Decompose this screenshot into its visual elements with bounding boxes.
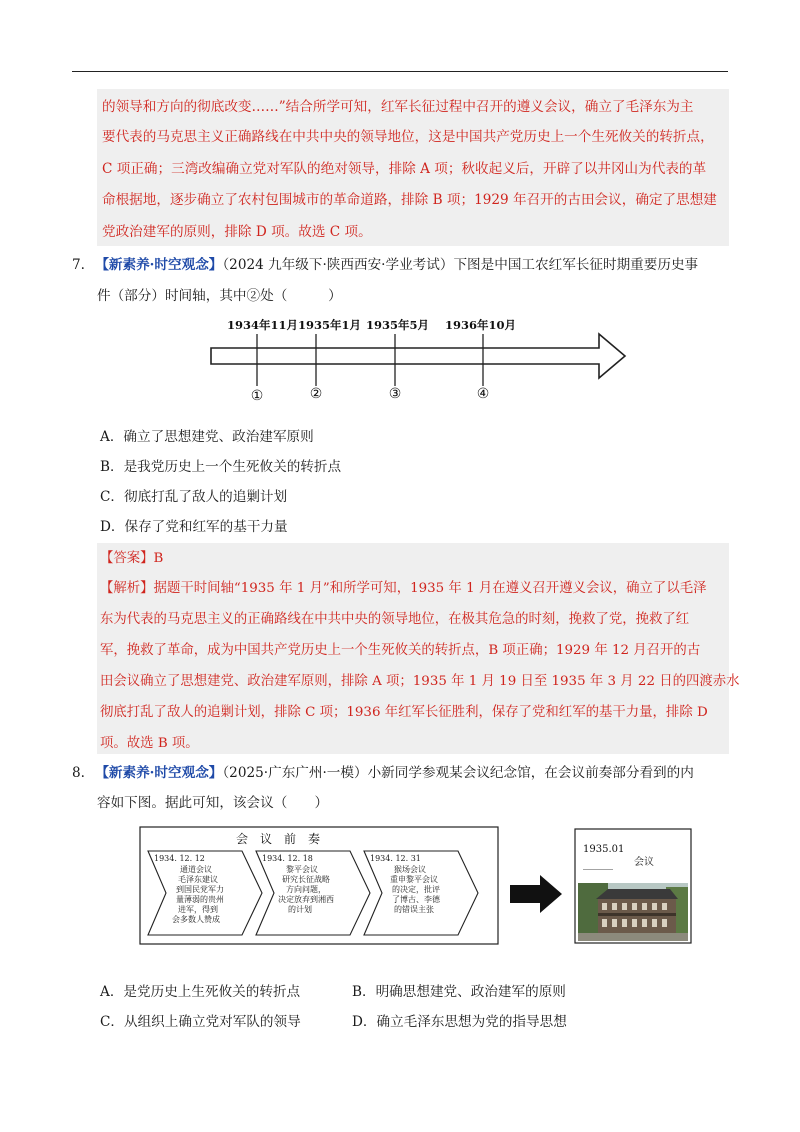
q7-analysis-line: 田会议确立了思想建党、政治建军原则，排除 A 项；1935 年 1 月 19 日至 1935 年 3 月 22 日的四渡赤水 bbox=[100, 674, 740, 689]
chevron-text: 研究长征战略 bbox=[282, 875, 330, 884]
q7-option-d[interactable]: D．保存了党和红军的基干力量 bbox=[100, 519, 288, 535]
prelude-banner: 会 议 前 奏 bbox=[236, 832, 321, 846]
chevron-text: 猴场会议 bbox=[394, 865, 426, 874]
chevron-text: 会多数人赞成 bbox=[172, 915, 220, 924]
prev-explanation-line: 要代表的马克思主义正确路线在中共中央的领导地位，这是中国共产党历史上一个生死攸关的转折点， bbox=[102, 129, 714, 145]
q8-option-c[interactable]: C．从组织上确立党对军队的领导 bbox=[100, 1014, 301, 1030]
chevron-date: 1934. 12. 18 bbox=[262, 854, 313, 863]
chevron-text: 到国民党军力 bbox=[176, 885, 224, 894]
chevron-text: 重申黎平会议 bbox=[390, 875, 438, 884]
q7-stem bbox=[72, 259, 698, 273]
q7-analysis-line: 东为代表的马克思主义的正确路线在中共中央的领导地位，在极其危急的时刻，挽救了党，挽救了红 bbox=[100, 612, 690, 627]
q8-stem bbox=[72, 767, 694, 781]
q7-stem-text: （2024 九年级下·陕西西安·学业考试）下图是中国工农红军长征时期重要历史事 bbox=[222, 257, 699, 273]
q8-option-a[interactable]: A．是党历史上生死攸关的转折点 bbox=[100, 984, 301, 1000]
arrow-right-icon bbox=[510, 875, 562, 913]
prev-explanation-line: 的领导和方向的彻底改变……”结合所学可知，红军长征过程中召开的遵义会议，确立了毛泽东为主 bbox=[102, 99, 694, 115]
chevron-text: 毛泽东建议 bbox=[178, 875, 218, 884]
q7-analysis-line: 【解析】据题干时间轴“1935 年 1 月”和所学可知，1935 年 1 月在遵义召开遵义会议，确立了以毛泽 bbox=[100, 581, 707, 596]
chevron-text: 方向问题， bbox=[286, 885, 326, 894]
card-date: 1935.01 bbox=[583, 844, 625, 855]
chevron-date: 1934. 12. 12 bbox=[154, 854, 205, 863]
q8-stem-line2: 容如下图。据此可知，该会议（ ） bbox=[97, 795, 329, 811]
timeline-marker: ② bbox=[309, 386, 323, 402]
chevron-text: 黎平会议 bbox=[286, 865, 318, 874]
q7-option-a[interactable]: A．确立了思想建党、政治建军原则 bbox=[100, 429, 314, 445]
q8-stem-text: （2025·广东广州·一模）小新同学参观某会议纪念馆，在会议前奏部分看到的内 bbox=[222, 765, 694, 781]
q7-answer: 【答案】B bbox=[100, 551, 164, 566]
chevron-text: 的计划 bbox=[288, 905, 312, 914]
timeline-date: 1935年5月 bbox=[366, 318, 430, 332]
chevron-text: 进军，得到 bbox=[178, 905, 218, 914]
timeline-date: 1935年1月 bbox=[298, 318, 362, 332]
chevron-text: 了博古、李德 bbox=[392, 895, 440, 904]
chevron-text: 量薄弱的贵州 bbox=[176, 895, 224, 904]
chevron-text: 决定放弃到湘西 bbox=[278, 895, 334, 904]
chevron-text: 的决定，批评 bbox=[392, 885, 440, 894]
timeline-arrow bbox=[211, 334, 625, 378]
prev-explanation-line: 党政治建军的原则，排除 D 项。故选 C 项。 bbox=[102, 224, 372, 240]
prev-explanation-line: 命根据地，逐步确立了农村包围城市的革命道路，排除 B 项；1929 年召开的古田会议，确定了思想建 bbox=[102, 192, 717, 208]
q8-tag: 【新素养·时空观念】 bbox=[95, 765, 223, 781]
q7-analysis-line: 彻底打乱了敌人的追剿计划，排除 C 项；1936 年红军长征胜利，保存了党和红军的基干力量，排除 D bbox=[100, 705, 708, 720]
timeline-marker: ④ bbox=[476, 386, 490, 402]
q7-option-b[interactable]: B．是我党历史上一个生死攸关的转折点 bbox=[100, 459, 342, 475]
q7-stem-line2: 件（部分）时间轴，其中②处（ ） bbox=[97, 288, 342, 304]
card-blank: ______ bbox=[583, 859, 613, 870]
q8-figure bbox=[138, 825, 698, 950]
meeting-building-image bbox=[578, 883, 688, 941]
chevron-text: 通道会议 bbox=[180, 865, 212, 874]
q8-option-d[interactable]: D．确立毛泽东思想为党的指导思想 bbox=[352, 1014, 567, 1030]
prev-explanation-line: C 项正确；三湾改编确立党对军队的绝对领导，排除 A 项；秋收起义后，开辟了以井冈山为代表的革 bbox=[102, 161, 707, 177]
q8-number: 8. bbox=[72, 765, 85, 781]
timeline-marker: ③ bbox=[388, 386, 402, 402]
card-label: 会议 bbox=[634, 857, 654, 868]
header-rule bbox=[72, 71, 728, 72]
q7-analysis-line: 项。故选 B 项。 bbox=[100, 736, 199, 751]
q7-tag: 【新素养·时空观念】 bbox=[95, 257, 223, 273]
timeline-date: 1934年11月 bbox=[227, 318, 299, 332]
q7-timeline-figure bbox=[195, 312, 635, 402]
chevron-date: 1934. 12. 31 bbox=[370, 854, 421, 863]
chevron-text: 的错误主张 bbox=[394, 905, 434, 914]
q7-number: 7. bbox=[72, 257, 85, 273]
q7-analysis-line: 军，挽救了革命，成为中国共产党历史上一个生死攸关的转折点，B 项正确；1929 年 12 月召开的古 bbox=[100, 643, 701, 658]
q7-option-c[interactable]: C．彻底打乱了敌人的追剿计划 bbox=[100, 489, 288, 505]
q8-option-b[interactable]: B．明确思想建党、政治建军的原则 bbox=[352, 984, 566, 1000]
timeline-date: 1936年10月 bbox=[445, 318, 517, 332]
timeline-marker: ① bbox=[250, 388, 264, 402]
